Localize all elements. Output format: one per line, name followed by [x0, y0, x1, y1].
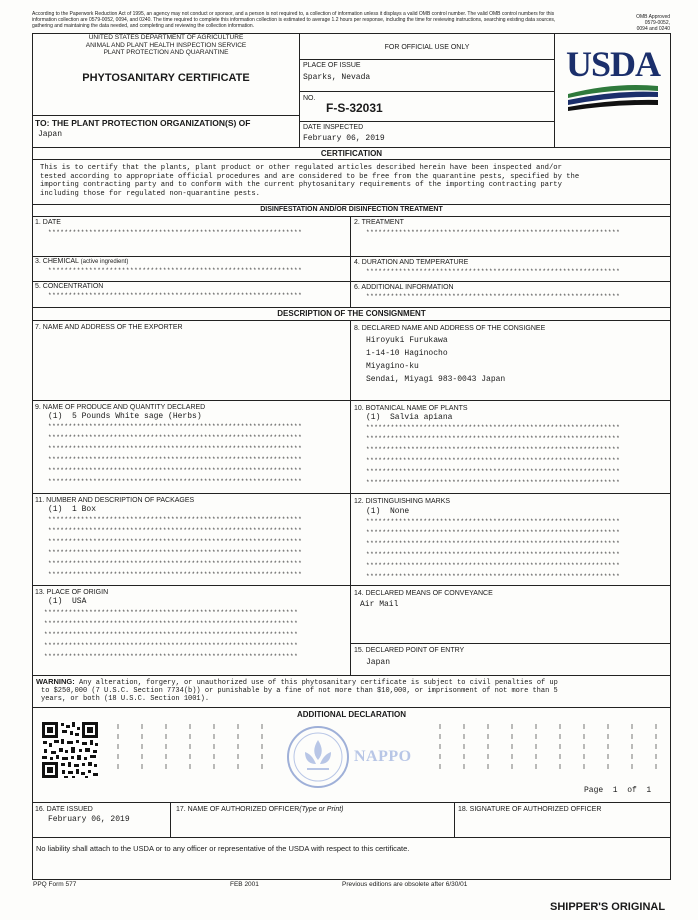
- declaration-guide-marks: [110, 724, 670, 779]
- duration-label: 4. DURATION AND TEMPERATURE: [354, 259, 469, 266]
- treatment-blank: **************************************************************: [366, 229, 621, 236]
- warning-line-1: [36, 678, 666, 687]
- usda-hill-icon: [564, 82, 662, 112]
- certification-heading: CERTIFICATION: [320, 149, 383, 158]
- paperwork-notice: According to the Paperwork Reduction Act of 1995, an agency may not conduct or sponsor, and a person is not required to, a collection of information unless it displays a valid OMB control number. The valid OMB control numbers for this information collection are 0579-0052, 0094, and 0240. The time required to complete this information collection is estimated to average 1.2 hours per response, including the time for reviewing instructions, searching existing data sources, gathering and maintaining the data needed, and completing and reviewing the collection information.: [32, 11, 556, 29]
- marks-label: 12. DISTINGUISHING MARKS: [354, 498, 451, 505]
- certification-text: [40, 164, 660, 198]
- packages-blank: ************************************************************** ************************************************************** ************************************************************** ************************************************************** ************************************************************** **************************************************************: [48, 516, 303, 578]
- agency-block: [33, 34, 299, 57]
- page-title: PHYTOSANITARY CERTIFICATE: [82, 72, 250, 84]
- botanical-label: 10. BOTANICAL NAME OF PLANTS: [354, 405, 468, 412]
- concentration-blank: **************************************************************: [48, 292, 303, 299]
- date-inspected-value: February 06, 2019: [303, 134, 385, 143]
- additional-declaration-heading: ADDITIONAL DECLARATION: [296, 710, 407, 719]
- usda-logo-text: USDA: [565, 44, 660, 84]
- officer-name-label-text: 17. NAME OF AUTHORIZED OFFICER: [176, 806, 300, 813]
- botanical-value: (1) Salvia apiana: [366, 413, 453, 422]
- consignee-street: 1-14-10 Haginocho: [366, 349, 448, 358]
- additional-info-label: 6. ADDITIONAL INFORMATION: [354, 284, 454, 291]
- entry-label: 15. DECLARED POINT OF ENTRY: [354, 647, 465, 654]
- service-name: ANIMAL AND PLANT HEALTH INSPECTION SERVICE: [85, 41, 247, 49]
- warning-text-1: Any alteration, forgery, or unauthorized use of this phytosanitary certificate is subject to civil penalties of up: [78, 679, 558, 687]
- certification-line-1: This is to certify that the plants, plant product or other regulated articles described herein have been inspected and/or: [40, 164, 562, 172]
- warning-line-3: years, or both (18 U.S.C. Section 1001).: [41, 695, 210, 703]
- warning-label: WARNING:: [36, 677, 75, 686]
- marks-value: (1) None: [366, 507, 410, 516]
- origin-label: 13. PLACE OF ORIGIN: [35, 589, 109, 596]
- shippers-original: SHIPPER'S ORIGINAL: [550, 901, 666, 913]
- concentration-label: 5. CONCENTRATION: [35, 283, 104, 290]
- certification-line-2: tested according to appropriate official procedures and are considered to be free from the quarantine pests, specified by the: [40, 172, 580, 181]
- omb-line-1: OMB Approved: [636, 14, 670, 20]
- signature-label: 18. SIGNATURE OF AUTHORIZED OFFICER: [458, 806, 602, 813]
- officer-name-sublabel: (Type or Print): [299, 806, 344, 813]
- botanical-blank: ************************************************************** ************************************************************** ************************************************************** ************************************************************** ************************************************************** **************************************************************: [366, 424, 621, 486]
- omb-approval: [630, 14, 670, 32]
- exporter-label: 7. NAME AND ADDRESS OF THE EXPORTER: [35, 324, 183, 331]
- usda-logo: [564, 44, 662, 116]
- treatment-label: 2. TREATMENT: [354, 219, 404, 226]
- date-issued-value: February 06, 2019: [48, 815, 130, 824]
- produce-blank: ************************************************************** ************************************************************** ************************************************************** ************************************************************** ************************************************************** **************************************************************: [48, 423, 303, 485]
- additional-info-blank: **************************************************************: [366, 293, 621, 300]
- department-name: UNITED STATES DEPARTMENT OF AGRICULTURE: [88, 34, 244, 41]
- certification-line-3: importing contracting party and to conform with the current phytosanitary requirements of the importing contracting party: [40, 181, 562, 189]
- produce-label: 9. NAME OF PRODUCE AND QUANTITY DECLARED: [35, 404, 206, 411]
- treatment-heading: DISINFESTATION AND/OR DISINFECTION TREATMENT: [260, 206, 443, 213]
- page-indicator: Page 1 of 1: [584, 786, 652, 795]
- nappo-text: NAPPO: [354, 748, 412, 765]
- number-label: NO.: [303, 95, 316, 102]
- packages-value: (1) 1 Box: [48, 505, 97, 514]
- origin-value: (1) USA: [48, 597, 87, 606]
- conveyance-label: 14. DECLARED MEANS OF CONVEYANCE: [354, 590, 493, 597]
- chemical-blank: **************************************************************: [48, 267, 303, 274]
- consignee-name: Hiroyuki Furukawa: [366, 336, 448, 345]
- officer-name-label: [176, 806, 344, 814]
- consignee-address: [366, 334, 505, 386]
- duration-blank: **************************************************************: [366, 268, 621, 275]
- consignment-heading: DESCRIPTION OF THE CONSIGNMENT: [277, 309, 426, 318]
- treatment-date-blank: **************************************************************: [48, 229, 303, 236]
- previous-editions: Previous editions are obsolete after 6/30/01: [342, 881, 468, 888]
- program-name: PLANT PROTECTION AND QUARANTINE: [103, 49, 229, 56]
- chemical-label-text: 3. CHEMICAL: [35, 258, 79, 265]
- produce-value: (1) 5 Pounds White sage (Herbs): [48, 412, 202, 421]
- to-value: Japan: [38, 130, 63, 139]
- certification-line-4: including those for regulated non-quarantine pests.: [40, 189, 260, 198]
- chemical-sublabel: (active ingredient): [80, 259, 129, 265]
- place-of-issue-label: PLACE OF ISSUE: [303, 62, 361, 69]
- omb-line-2: 0579-0052,: [644, 20, 670, 26]
- to-label: TO: THE PLANT PROTECTION ORGANIZATION(S) OF: [35, 118, 251, 128]
- treatment-date-label: 1. DATE: [35, 219, 61, 226]
- date-issued-label: 16. DATE ISSUED: [35, 806, 93, 813]
- consignee-city: Sendai, Miyagi 983-0043 Japan: [366, 375, 506, 384]
- consignee-label: 8. DECLARED NAME AND ADDRESS OF THE CONSIGNEE: [354, 325, 546, 332]
- place-of-issue-value: Sparks, Nevada: [303, 73, 371, 82]
- date-inspected-label: DATE INSPECTED: [303, 124, 364, 131]
- warning-line-2: to $250,000 (7 U.S.C. Section 7734(b)) or punishable by a fine of not more than $10,000, or imprisonment of not more than 5: [41, 687, 558, 695]
- form-number: PPQ Form 577: [33, 881, 77, 888]
- qr-code-icon: [41, 721, 99, 779]
- certificate-number: F-S-32031: [326, 101, 383, 115]
- marks-blank: ************************************************************** ************************************************************** ************************************************************** ************************************************************** ************************************************************** **************************************************************: [366, 518, 621, 580]
- official-use-label: FOR OFFICIAL USE ONLY: [384, 44, 470, 51]
- conveyance-value: Air Mail: [360, 600, 399, 609]
- form-date: FEB 2001: [230, 881, 259, 888]
- liability-statement: No liability shall attach to the USDA or to any officer or representative of the USDA with respect to this certificate.: [36, 844, 410, 853]
- entry-value: Japan: [366, 658, 391, 667]
- consignee-ward: Miyagino-ku: [366, 362, 419, 371]
- omb-line-3: 0094 and 0240: [636, 26, 670, 32]
- packages-label: 11. NUMBER AND DESCRIPTION OF PACKAGES: [35, 497, 195, 504]
- origin-blank: ************************************************************** ************************************************************** ************************************************************** ************************************************************** **************************************************************: [44, 609, 299, 660]
- warning-block: [36, 678, 666, 703]
